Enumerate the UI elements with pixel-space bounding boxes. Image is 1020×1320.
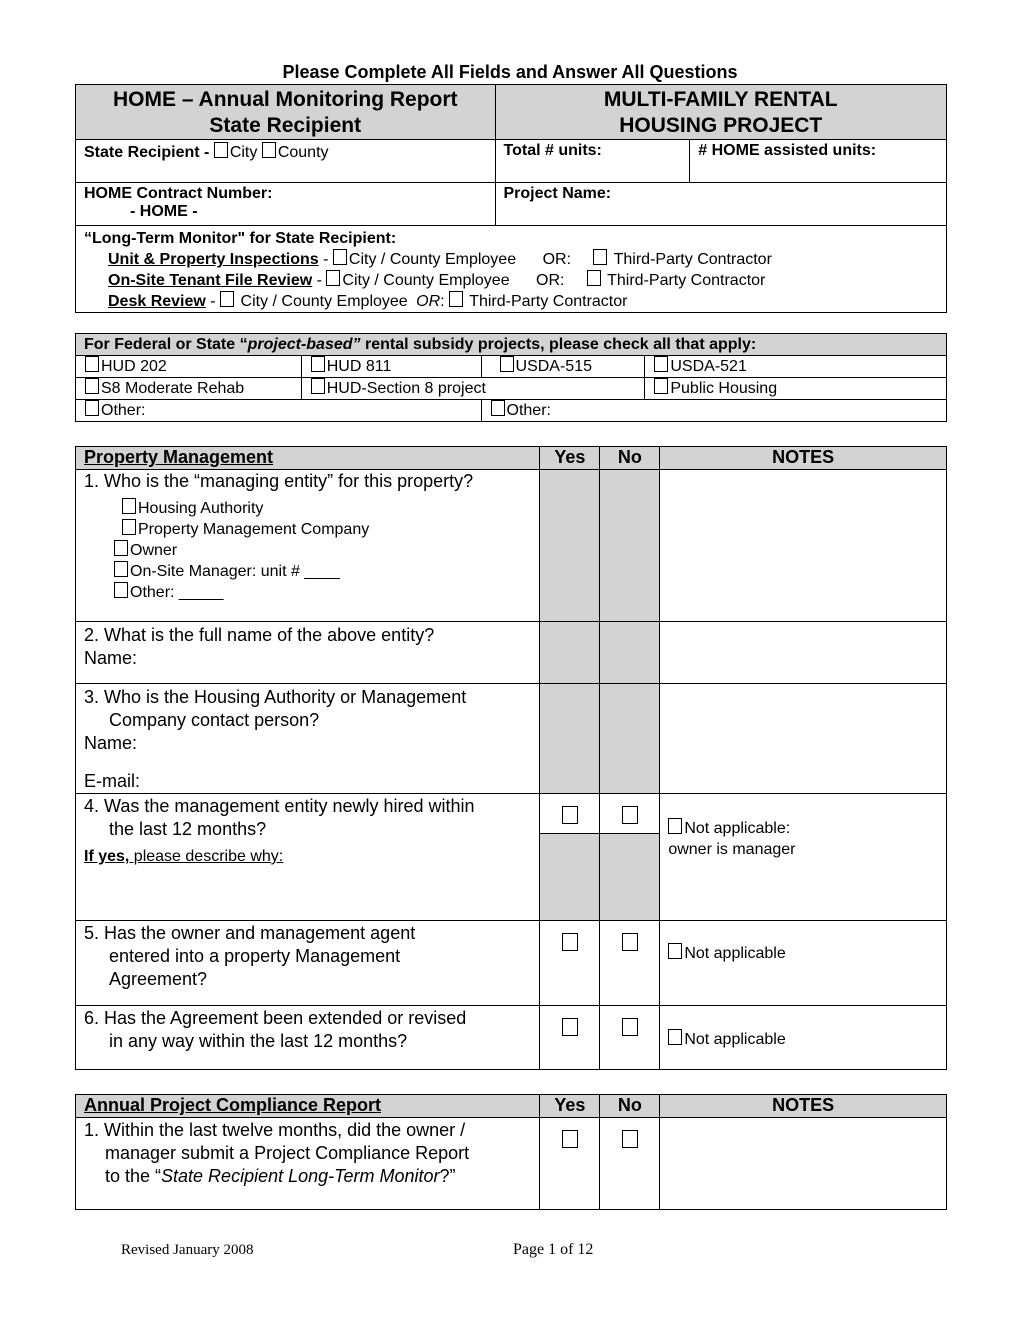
notes-field[interactable] [660,1006,947,1070]
q4-no-checkbox[interactable] [600,794,660,834]
ltm-or: OR: [536,272,565,289]
subsidy-label: Other: [101,402,146,419]
q1-option[interactable] [114,582,539,603]
yes-cell-disabled [540,622,600,684]
contract-number-prefix: - HOME - [130,203,198,220]
home-assisted-label: # HOME assisted units: [698,142,877,159]
question-text: 6. Has the Agreement been extended or revised [84,1008,467,1028]
project-type-cell [495,85,947,140]
q1-option[interactable] [114,540,539,561]
revised-date: Revised January 2008 [121,1242,254,1258]
long-term-monitor-cell [76,226,947,313]
question-text: Agreement? [109,969,208,989]
city-option: City [229,144,258,161]
total-units-label: Total # units: [503,142,602,159]
question-text: to the “ [105,1166,162,1186]
yes-cell-disabled [540,834,600,921]
question-text: 5. Has the owner and management agent [84,923,416,943]
subsidy-option[interactable] [301,378,645,400]
ltm-option-contractor: Third-Party Contractor [469,293,628,310]
yes-cell-disabled [540,684,600,794]
no-cell-disabled [600,470,660,622]
ltm-sep: - [318,251,333,268]
question-text: Company contact person? [109,710,320,730]
subsidy-heading-em: project-based” [247,336,361,353]
apcr-q1-no-checkbox[interactable] [600,1118,660,1210]
q1-option-label: On-Site Manager: unit # ____ [130,563,340,580]
subsidy-label: Other: [506,402,551,419]
ltm-row-title: Desk Review [108,293,206,310]
q5-no-checkbox[interactable] [600,921,660,1006]
subsidy-option[interactable] [481,400,946,422]
pm-heading: Property Management [76,447,540,470]
state-recipient-label: State Recipient - [84,144,210,161]
subsidy-label: HUD 202 [101,358,167,375]
subsidy-table [75,333,947,422]
subsidy-option[interactable] [76,400,482,422]
question-text: 4. Was the management entity newly hired within [84,796,475,816]
subsidy-label: S8 Moderate Rehab [101,380,245,397]
no-cell-disabled [600,684,660,794]
report-subtitle: State Recipient [209,114,362,137]
name-label: Name: [84,648,138,668]
contract-number-label: HOME Contract Number: [84,185,273,202]
ltm-option-employee: City / County Employee [348,251,517,268]
q6-na-option[interactable] [668,1031,785,1048]
long-term-monitor-label: “Long-Term Monitor" for State Recipient: [84,230,397,247]
q1-option-label: Other: _____ [130,584,224,601]
q4-na-option[interactable] [668,818,946,839]
question-text: 1. Within the last twelve months, did the owner / [84,1120,466,1140]
describe-label: please describe why: [129,848,284,865]
q1-option-label: Housing Authority [138,500,264,517]
apcr-heading: Annual Project Compliance Report [76,1095,540,1118]
header-table [75,84,947,313]
notes-field[interactable] [660,684,947,794]
question-text: manager submit a Project Compliance Report [105,1143,470,1163]
pm-question-2 [76,622,540,684]
question-text: the last 12 months? [109,819,267,839]
question-text: 3. Who is the Housing Authority or Management [84,687,467,707]
report-title: HOME – Annual Monitoring Report [112,88,458,111]
subsidy-heading-pre: For Federal or State “ [84,336,248,353]
subsidy-heading [76,334,947,356]
ltm-tenant-contractor-checkbox[interactable] [587,270,601,286]
report-title-cell [76,85,496,140]
question-text: ?” [439,1166,456,1186]
page-number: Page 1 of 12 [513,1241,594,1258]
contract-number-field[interactable] [76,183,496,226]
subsidy-option[interactable] [76,378,302,400]
subsidy-heading-post: rental subsidy projects, please check all that apply: [360,336,757,353]
q1-option[interactable] [114,561,539,582]
q6-yes-checkbox[interactable] [540,1006,600,1070]
no-header: No [600,1095,660,1118]
q1-option[interactable] [114,519,539,540]
state-recipient-cell [76,140,496,183]
na-label: Not applicable [684,945,786,962]
home-assisted-units-field[interactable] [690,140,947,183]
subsidy-label: USDA-521 [670,358,747,375]
ltm-desk-employee-checkbox[interactable] [220,291,234,307]
question-text: 2. What is the full name of the above entity? [84,625,435,645]
total-units-field[interactable] [495,140,690,183]
ltm-inspections-contractor-checkbox[interactable] [593,249,607,265]
na-sub-label: owner is manager [668,841,796,858]
apcr-q1-yes-checkbox[interactable] [540,1118,600,1210]
subsidy-option[interactable] [301,356,481,378]
subsidy-option[interactable] [645,378,947,400]
na-label: Not applicable [684,1031,786,1048]
subsidy-label: USDA-515 [515,358,592,375]
no-cell-disabled [600,834,660,921]
ltm-or: OR [416,293,441,310]
ltm-sep: - [205,293,221,310]
ltm-inspections-employee-checkbox[interactable] [333,249,347,265]
compliance-report-table [75,1094,947,1210]
subsidy-option[interactable] [76,356,302,378]
pm-question-3 [76,684,540,794]
yes-header: Yes [540,447,600,470]
na-label: Not applicable: [684,820,791,837]
name-label: Name: [84,733,138,753]
email-label: E-mail: [84,771,141,791]
ltm-row-tenant-file [84,270,946,291]
notes-field[interactable] [660,622,947,684]
city-checkbox[interactable] [214,142,228,158]
project-name-label: Project Name: [503,185,612,202]
yes-header: Yes [540,1095,600,1118]
ltm-option-employee: City / County Employee [342,272,510,289]
q4-yes-checkbox[interactable] [540,794,600,834]
ltm-option-employee: City / County Employee [240,293,408,310]
project-type-line1: MULTI-FAMILY RENTAL [603,88,838,111]
ltm-row-desk-review: Desk Review - City / County Employee OR: Third-Party Contractor [108,293,628,310]
q5-na-option[interactable] [668,945,785,962]
question-text: 1. Who is the “managing entity” for this property? [84,471,474,491]
notes-field[interactable] [660,794,947,921]
notes-header: NOTES [660,447,947,470]
apcr-question-1 [76,1118,540,1210]
subsidy-option[interactable] [481,356,645,378]
ltm-row-title: On-Site Tenant File Review [108,272,313,289]
ltm-sep: - [312,272,327,289]
page-title: Please Complete All Fields and Answer All Questions [282,62,738,82]
notes-header: NOTES [660,1095,947,1118]
yes-cell-disabled [540,470,600,622]
q5-yes-checkbox[interactable] [540,921,600,1006]
pm-question-5 [76,921,540,1006]
notes-field[interactable] [660,921,947,1006]
notes-field[interactable] [660,470,947,622]
ltm-desk-contractor-checkbox[interactable] [449,291,463,307]
ltm-or: OR: [542,251,572,268]
ltm-row-title: Unit & Property Inspections [108,251,319,268]
q1-option-label: Property Management Company [138,521,370,538]
ltm-option-contractor: Third-Party Contractor [613,251,772,268]
pm-question-6 [76,1006,540,1070]
question-text: in any way within the last 12 months? [109,1031,408,1051]
county-option: County [277,144,329,161]
subsidy-label: Public Housing [670,380,778,397]
subsidy-option[interactable] [645,356,947,378]
subsidy-label: HUD 811 [326,358,392,375]
question-text: entered into a property Management [109,946,401,966]
q1-option-label: Owner [130,542,178,559]
if-yes-label: If yes, [84,848,130,865]
q1-option[interactable] [114,498,539,519]
question-text-em: State Recipient Long-Term Monitor [161,1166,440,1186]
subsidy-label: HUD-Section 8 project [326,380,486,397]
q6-no-checkbox[interactable] [600,1006,660,1070]
notes-field[interactable] [660,1118,947,1210]
county-checkbox[interactable] [262,142,276,158]
no-cell-disabled [600,622,660,684]
ltm-tenant-employee-checkbox[interactable] [326,270,340,286]
no-header: No [600,447,660,470]
project-type-line2: HOUSING PROJECT [619,114,823,137]
ltm-row-inspections [84,249,946,270]
project-name-field[interactable] [495,183,947,226]
ltm-option-contractor: Third-Party Contractor [607,272,766,289]
property-management-table [75,446,947,1070]
pm-question-1 [76,470,540,622]
pm-question-4 [76,794,540,921]
